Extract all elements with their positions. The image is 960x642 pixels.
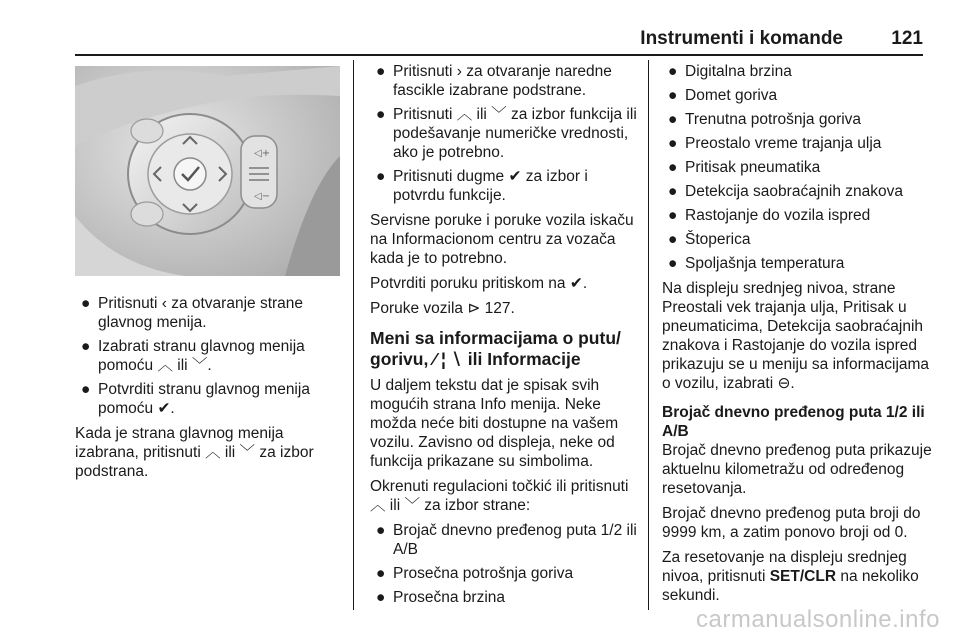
header-rule (75, 54, 923, 56)
list-item: ● Pritisak pneumatika (668, 159, 821, 176)
cross-reference: Poruke vozila ⊳ 127. (370, 300, 515, 317)
list-item: ● Brojač dnevno pređenog puta 1/2 ili A/B (376, 522, 637, 558)
bullet-icon: ● (81, 338, 91, 355)
steering-wheel-controls-figure (75, 66, 340, 276)
bullet-icon: ● (668, 207, 678, 224)
paragraph: Kada je strana glavnog menija izabrana, pritisnuti ︿ ili ﹀ za izbor podstrana. (75, 425, 314, 480)
steering-wheel-illustration (75, 66, 340, 276)
bullet-icon: ● (668, 63, 678, 80)
bullet-icon: ● (376, 63, 386, 80)
paragraph: Brojač dnevno pređenog puta prikazuje aktuelnu kilometražu od određenog resetovanja. (662, 442, 932, 497)
list-item: ● Pritisnuti dugme ✔ za izbor i potvrdu funkcije. (376, 168, 588, 204)
svg-text:◁+: ◁+ (254, 148, 271, 159)
bullet-icon: ● (668, 111, 678, 128)
list-item: ● Pritisnuti › za otvaranje naredne fascikle izabrane podstrane. (376, 63, 612, 99)
column-divider-2 (648, 60, 649, 610)
watermark: carmanualsonline.info (696, 606, 940, 633)
list-item: ● Štoperica (668, 231, 751, 248)
paragraph: Okrenuti regulacioni točkić ili pritisnuti ︿ ili ﹀ za izbor strane: (370, 478, 629, 514)
column-2 (370, 62, 640, 613)
bullet-icon: ● (668, 255, 678, 272)
list-item: ● Prosečna potrošnja goriva (376, 565, 574, 582)
column-1 (75, 62, 340, 487)
bullet-icon: ● (668, 87, 678, 104)
list-item: ● Preostalo vreme trajanja ulja (668, 135, 882, 152)
page-header (75, 26, 923, 56)
column-divider-1 (353, 60, 354, 610)
list-item: ● Rastojanje do vozila ispred (668, 207, 871, 224)
column-3 (662, 62, 932, 611)
paragraph: Na displeju srednjeg nivoa, strane Preostali vek trajanja ulja, Pritisak u pneumaticima, Detekcija saobraćajnih znakova i Rastojanje do vozila ispred prikazuju se u meniju sa informacijama o vozilu, izabrati ⊖. (662, 280, 930, 392)
bullet-icon: ● (81, 381, 91, 398)
list-item: ● Potvrditi stranu glavnog menija pomoću ✔. (81, 381, 310, 417)
bullet-icon: ● (376, 522, 386, 539)
set-clr-label: SET/CLR (769, 568, 837, 585)
list-item: ● Spoljašnja temperatura (668, 255, 845, 272)
bullet-icon: ● (376, 589, 386, 606)
bullet-icon: ● (668, 231, 678, 248)
bullet-icon: ● (668, 135, 678, 152)
col2-bullet-list-bottom (370, 521, 640, 607)
paragraph: Brojač dnevno pređenog puta broji do 9999 km, a zatim ponovo broji od 0. (662, 505, 921, 541)
list-item: ● Pritisnuti ‹ za otvaranje strane glavnog menija. (81, 295, 304, 331)
bullet-icon: ● (668, 159, 678, 176)
subheading: Meni sa informacijama o putu/ gorivu, ⁄ ¦ ∖ ili Informacije (370, 328, 621, 369)
col2-bullet-list-top (370, 62, 640, 205)
svg-text:◁−: ◁− (254, 191, 271, 202)
list-item: ● Digitalna brzina (668, 63, 792, 80)
subheading: Brojač dnevno pređenog puta 1/2 ili A/B (662, 404, 925, 440)
bullet-icon: ● (376, 565, 386, 582)
list-item: ● Pritisnuti ︿ ili ﹀ za izbor funkcija ili podešavanje numeričke vrednosti, ako je potrebno. (376, 106, 637, 161)
bullet-icon: ● (376, 106, 386, 123)
col3-bullet-list (662, 62, 932, 273)
col1-bullet-list (75, 294, 340, 418)
bullet-icon: ● (81, 295, 91, 312)
section-title: Instrumenti i komande (640, 28, 843, 49)
page-number: 121 (891, 28, 923, 49)
bullet-icon: ● (668, 183, 678, 200)
list-item: ● Trenutna potrošnja goriva (668, 111, 862, 128)
paragraph: Za resetovanje na displeju srednjeg nivoa, pritisnuti SET/CLR na nekoliko sekundi. (662, 549, 919, 604)
bullet-icon: ● (376, 168, 386, 185)
paragraph: U daljem tekstu dat je spisak svih mogućih strana Info menija. Neke možda neće biti dostupne na vašem vozilu. Zavisno od displeja, neke od funkcija prikazane su simbolima. (370, 377, 619, 470)
list-item: ● Prosečna brzina (376, 589, 506, 606)
paragraph: Servisne poruke i poruke vozila iskaču na Informacionom centru za vozača kada je to potrebno. (370, 212, 634, 267)
paragraph: Potvrditi poruku pritiskom na ✔. (370, 275, 588, 292)
list-item: ● Izabrati stranu glavnog menija pomoću ︿ ili ﹀. (81, 338, 305, 374)
list-item: ● Domet goriva (668, 87, 778, 104)
list-item: ● Detekcija saobraćajnih znakova (668, 183, 903, 200)
